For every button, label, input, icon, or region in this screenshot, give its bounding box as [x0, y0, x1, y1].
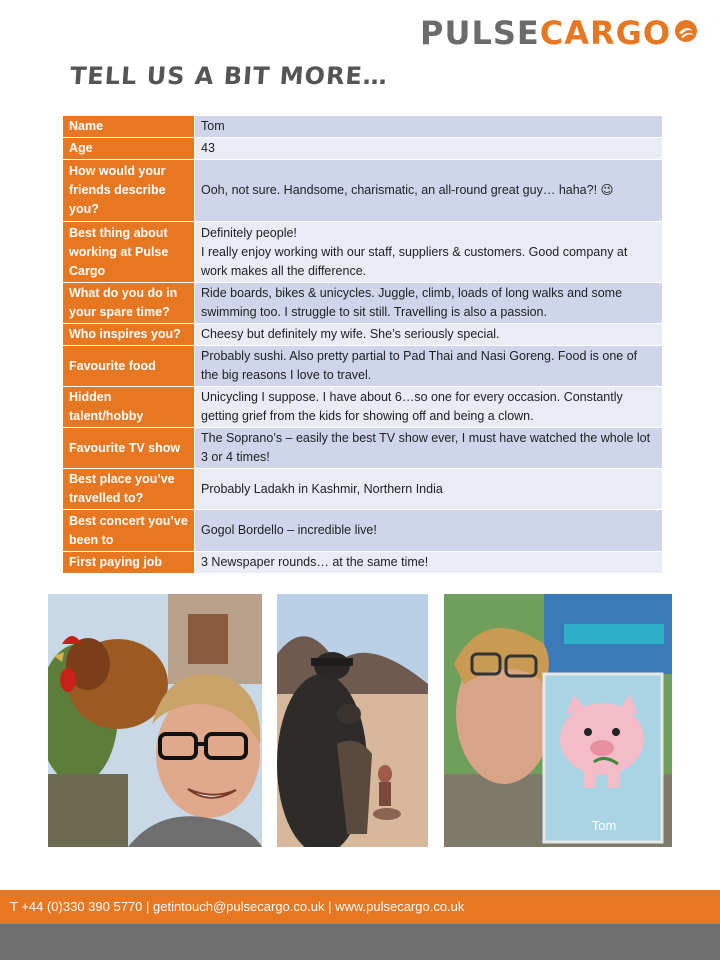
profile-answer-line: 3 Newspaper rounds… at the same time! [201, 555, 429, 569]
profile-answer-line: I really enjoy working with our staff, suppliers & customers. Good company at work makes all the difference. [201, 244, 628, 278]
profile-answer [195, 324, 663, 346]
profile-answer-line: Definitely people! [201, 225, 297, 240]
profile-answer-line: The Soprano’s – easily the best TV show ever, I must have watched the whole lot 3 or 4 times! [201, 431, 651, 464]
profile-row [63, 222, 663, 283]
profile-question: Hidden talent/hobby [63, 387, 195, 428]
profile-row [63, 324, 663, 346]
profile-answer-line: Ooh, not sure. Handsome, charismatic, an all-round great guy… haha?! 😉 [201, 183, 614, 197]
profile-row [63, 387, 663, 428]
profile-question: Name [63, 116, 195, 138]
profile-answer-line: Probably sushi. Also pretty partial to Pad Thai and Nasi Goreng. Food is one of the big reasons I love to travel. [201, 349, 638, 382]
profile-row [63, 138, 663, 160]
profile-answer [195, 428, 663, 469]
profile-question: Age [63, 138, 195, 160]
profile-answer-line: Cheesy but definitely my wife. She’s seriously special. [201, 327, 500, 341]
profile-row [63, 552, 663, 574]
profile-answer [195, 510, 663, 552]
profile-answer [195, 116, 663, 138]
profile-row [63, 116, 663, 138]
profile-question: Best thing about working at Pulse Cargo [63, 222, 195, 283]
profile-question: What do you do in your spare time? [63, 283, 195, 324]
pulsecargo-logo [420, 14, 699, 52]
profile-answer [195, 346, 663, 387]
profile-row [63, 160, 663, 222]
profile-row [63, 469, 663, 510]
logo-pulse-text: PULSE [420, 14, 540, 52]
photo-desert-camel [277, 594, 428, 847]
profile-row [63, 510, 663, 552]
profile-question: First paying job [63, 552, 195, 574]
profile-answer [195, 160, 663, 222]
profile-question: Who inspires you? [63, 324, 195, 346]
profile-row [63, 428, 663, 469]
profile-question: Best concert you’ve been to [63, 510, 195, 552]
logo-swirl-icon [673, 14, 699, 52]
profile-answer [195, 138, 663, 160]
footer-gray-strip [0, 924, 720, 960]
profile-answer-line: Gogol Bordello – incredible live! [201, 523, 377, 537]
painting-caption: Tom [591, 818, 617, 833]
profile-question: Best place you’ve travelled to? [63, 469, 195, 510]
profile-question: How would your friends describe you? [63, 160, 195, 222]
profile-answer [195, 387, 663, 428]
profile-row [63, 283, 663, 324]
profile-answer-line: Unicycling I suppose. I have about 6…so one for every occasion. Constantly getting grief from the kids for showing off and being a clown. [201, 390, 623, 423]
profile-answer [195, 283, 663, 324]
profile-row [63, 346, 663, 387]
photo-pig-painting [444, 594, 672, 847]
profile-answer-line: Probably Ladakh in Kashmir, Northern India [201, 481, 443, 496]
profile-question: Favourite TV show [63, 428, 195, 469]
profile-answer [195, 222, 663, 283]
profile-answer-line: Ride boards, bikes & unicycles. Juggle, climb, loads of long walks and some swimming too. I struggle to sit still. Travelling is also a passion. [201, 286, 623, 319]
logo-cargo-text: CARGO [539, 14, 672, 52]
profile-answer [195, 469, 663, 510]
profile-question: Favourite food [63, 346, 195, 387]
profile-answer-line: 43 [201, 141, 215, 155]
page-title: TELL US A BIT MORE… [69, 62, 389, 90]
profile-answer-line: Tom [201, 119, 225, 133]
footer-contact-bar: T +44 (0)330 390 5770 | getintouch@pulsecargo.co.uk | www.pulsecargo.co.uk [0, 890, 720, 924]
photo-rooster-selfie [48, 594, 262, 847]
profile-table [62, 115, 663, 574]
profile-answer [195, 552, 663, 574]
